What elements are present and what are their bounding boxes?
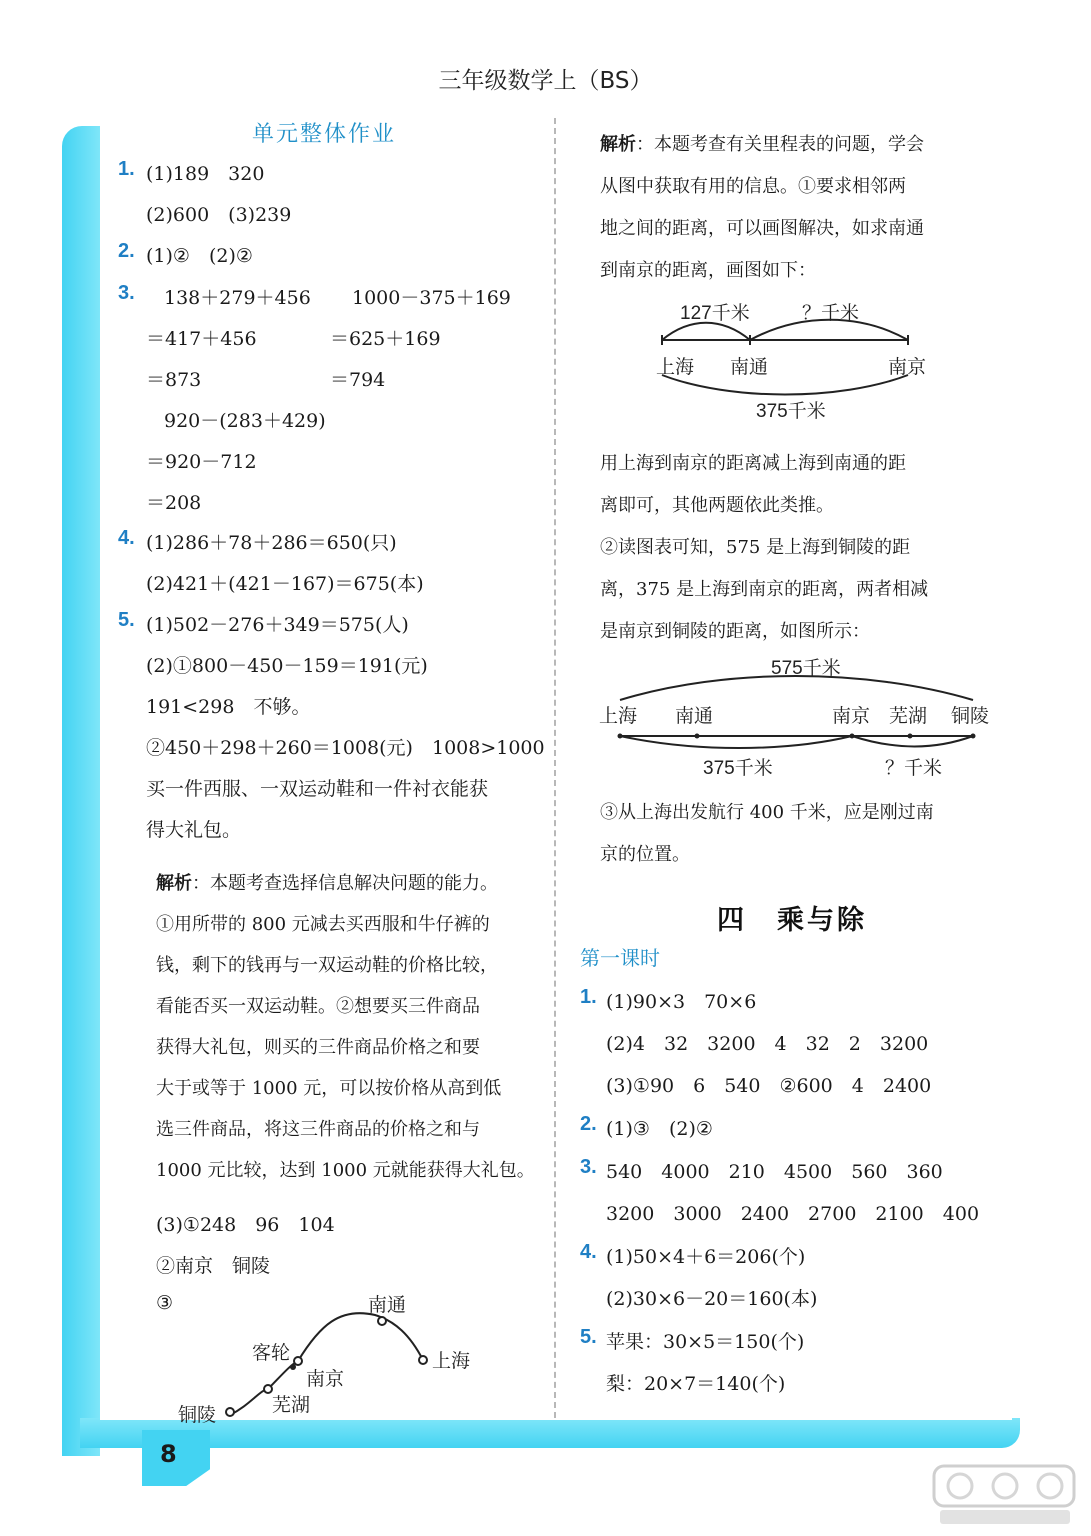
d1-label-nanjing: 南京 [888, 357, 927, 378]
pt-wuhu [908, 734, 913, 739]
left-analysis-line6: 大于或等于 1000 元，可以按价格从高到低 [156, 1078, 502, 1099]
left-analysis-line1: 解析：本题考查选择信息解决问题的能力。 [156, 873, 498, 894]
right-analysis-label: 解析 [600, 134, 636, 155]
arc-575 [620, 676, 973, 700]
d1-label-127: 127千米 [680, 303, 750, 324]
q3-c2: ＝920－712 [146, 451, 257, 473]
right-analysis-line9: 是南京到铜陵的距离，如图所示： [600, 621, 870, 642]
r-q1-line2: (2)4 32 3200 4 32 2 3200 [606, 1033, 929, 1055]
r-q3-number: 3. [580, 1156, 597, 1178]
q4-line2: (2)421＋(421－167)＝675(本) [146, 573, 424, 595]
left-analysis-line7: 选三件商品，将这三件商品的价格之和与 [156, 1119, 480, 1140]
r-q5-line1: 苹果：30×5＝150(个) [606, 1331, 805, 1353]
right-analysis-line6: 离即可，其他两题依此类推。 [600, 495, 834, 516]
r-q1-line1: (1)90×3 70×6 [606, 991, 757, 1013]
right-analysis-line11: 京的位置。 [600, 844, 690, 865]
q5-line5: 买一件西服、一双运动鞋和一件衬衣能获 [146, 778, 489, 800]
right-analysis-line3: 地之间的距离，可以画图解决，如求南通 [600, 218, 924, 239]
d2-label-wuhu: 芜湖 [889, 706, 928, 727]
right-analysis-line5: 用上海到南京的距离减上海到南通的距 [600, 453, 906, 474]
shanghai-point [419, 1356, 427, 1364]
q5-line4: ②450＋298＋260＝1008(元) 1008>1000 [146, 737, 545, 759]
r-q2-number: 2. [580, 1113, 597, 1135]
q3-a1: 138＋279＋456 [164, 287, 311, 309]
right-analysis-line1: 解析：本题考查有关里程表的问题，学会 [600, 134, 924, 155]
r-q1-line3: (3)①90 6 540 ②600 4 2400 [606, 1075, 932, 1097]
left-analysis-line5: 获得大礼包，则买的三件商品价格之和要 [156, 1037, 480, 1058]
q5-line1: (1)502－276＋349＝575(人) [146, 614, 409, 636]
section-title: 单元整体作业 [252, 122, 397, 147]
left-decor-bar [62, 126, 100, 1456]
r-q5-number: 5. [580, 1326, 597, 1348]
d2-label-tongling: 铜陵 [951, 706, 990, 727]
distance-diagram-2 [595, 650, 1000, 785]
route-map [170, 1285, 500, 1430]
watermark-logo [930, 1460, 1080, 1530]
d1-label-shanghai: 上海 [656, 357, 695, 378]
d2-label-nantong: 南通 [675, 706, 714, 727]
nantong-point [378, 1317, 386, 1325]
d1-label-unknown: ？千米 [802, 303, 860, 324]
page-number: 8 [160, 1440, 177, 1468]
column-divider [554, 118, 556, 1418]
left-analysis-line2: ①用所带的 800 元减去买西服和牛仔裤的 [156, 914, 490, 935]
r-q2-line1: (1)③ (2)② [606, 1118, 713, 1140]
q3-number: 3. [118, 282, 135, 304]
q5-number: 5. [118, 609, 135, 631]
arc-375b [620, 736, 852, 748]
q3-a3: ＝873 [146, 369, 202, 391]
route-path [230, 1313, 423, 1415]
map-label-nanjing: 南京 [306, 1369, 345, 1390]
d2-label-shanghai: 上海 [599, 706, 638, 727]
r-q3-line2: 3200 3000 2400 2700 2100 400 [606, 1203, 980, 1225]
r-q1-number: 1. [580, 986, 597, 1008]
r-q4-number: 4. [580, 1241, 597, 1263]
arc-unknown-b [852, 736, 973, 747]
d1-label-375: 375千米 [756, 401, 826, 422]
map-label-nantong: 南通 [368, 1295, 407, 1316]
wuhu-point [264, 1385, 272, 1393]
q1-number: 1. [118, 158, 135, 180]
q4-number: 4. [118, 527, 135, 549]
q5-3-line1: (3)①248 96 104 [156, 1214, 335, 1236]
left-analysis-line4: 看能否买一双运动鞋。②想要买三件商品 [156, 996, 480, 1017]
right-analysis-line8: 离，375 是上海到南京的距离，两者相减 [600, 579, 929, 600]
tongling-point [226, 1408, 234, 1416]
q2-line1: (1)② (2)② [146, 245, 253, 267]
q5-line6: 得大礼包。 [146, 819, 242, 841]
d2-label-nanjing: 南京 [832, 706, 871, 727]
right-analysis-line2: 从图中获取有用的信息。①要求相邻两 [600, 176, 906, 197]
map-label-kelun: 客轮 [252, 1343, 291, 1364]
nanjing-point [294, 1357, 302, 1365]
q1-line2: (2)600 (3)239 [146, 204, 292, 226]
r-q3-line1: 540 4000 210 4500 560 360 [606, 1161, 943, 1183]
analysis-label: 解析 [156, 873, 192, 894]
q3-b2: ＝625＋169 [330, 328, 441, 350]
page-header: 三年级数学上（BS） [438, 68, 653, 94]
right-analysis-line7: ②读图表可知，575 是上海到铜陵的距 [600, 537, 911, 558]
arc-127 [662, 323, 750, 340]
lesson-title: 第一课时 [580, 948, 660, 970]
q5-line3: 191<298 不够。 [146, 696, 311, 718]
map-label-tongling: 铜陵 [178, 1405, 217, 1426]
q3-b1: 1000－375＋169 [352, 287, 511, 309]
q4-line1: (1)286＋78＋286＝650(只) [146, 532, 397, 554]
r-q5-line2: 梨：20×7＝140(个) [606, 1373, 786, 1395]
q5-3-line3: ③ [156, 1292, 174, 1314]
q3-b3: ＝794 [330, 369, 386, 391]
q1-line1: (1)189 320 [146, 163, 265, 185]
left-analysis-line3: 钱，剩下的钱再与一双运动鞋的价格比较， [156, 955, 498, 976]
q2-number: 2. [118, 240, 135, 262]
d1-label-nantong: 南通 [730, 357, 769, 378]
d2-label-375: 375千米 [703, 758, 773, 779]
map-label-shanghai: 上海 [432, 1351, 471, 1372]
arc-375 [662, 375, 908, 395]
q5-line2: (2)①800－450－159＝191(元) [146, 655, 428, 677]
right-analysis-line10: ③从上海出发航行 400 千米，应是刚过南 [600, 802, 934, 823]
q3-a2: ＝417＋456 [146, 328, 257, 350]
d2-label-unknown: ？千米 [885, 758, 943, 779]
q5-3-line2: ②南京 铜陵 [156, 1255, 271, 1277]
distance-diagram-1 [640, 295, 960, 425]
d2-label-575: 575千米 [771, 658, 841, 679]
left-analysis-line8: 1000 元比较，达到 1000 元就能获得大礼包。 [156, 1160, 535, 1181]
q3-c3: ＝208 [146, 492, 202, 514]
chapter-title: 四 乘与除 [717, 905, 867, 935]
map-label-wuhu: 芜湖 [272, 1395, 311, 1416]
r-q4-line1: (1)50×4＋6＝206(个) [606, 1246, 806, 1268]
right-analysis-line4: 到南京的距离，画图如下： [600, 260, 816, 281]
q3-c1: 920－(283＋429) [164, 410, 326, 432]
r-q4-line2: (2)30×6－20＝160(本) [606, 1288, 818, 1310]
pt-nantong [695, 734, 700, 739]
